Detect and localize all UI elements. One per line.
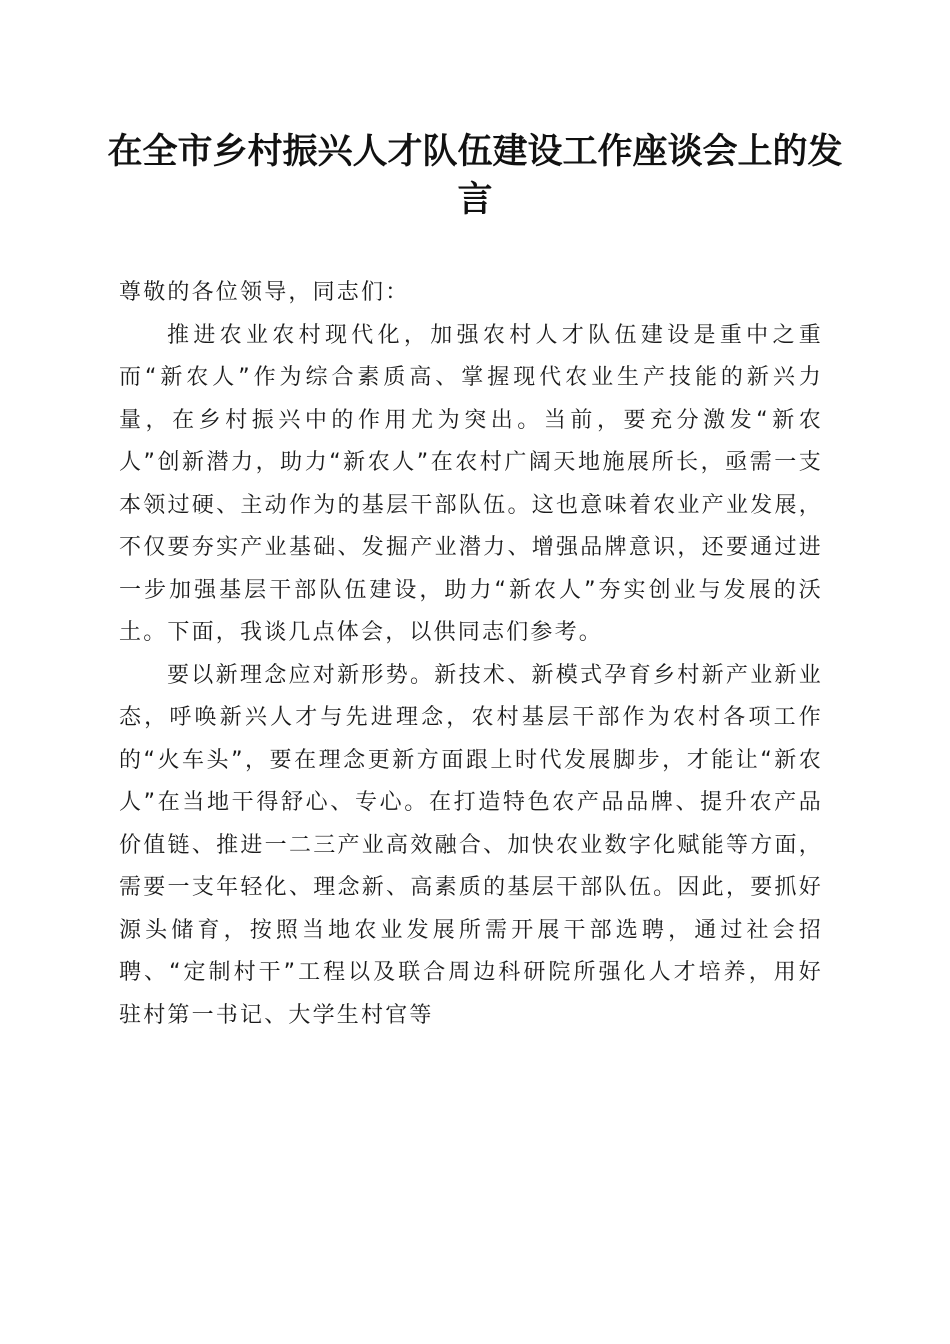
document-title: 在全市乡村振兴人才队伍建设工作座谈会上的发言 [107, 131, 843, 220]
document-body [119, 272, 823, 1037]
paragraph-2: 要以新理念应对新形势。新技术、新模式孕育乡村新产业新业态，呼唤新兴人才与先进理念，农村基层干部作为农村各项工作的“火车头”，要在理念更新方面跟上时代发展脚步，才能让“新农人”在当地干得舒心、专心。在打造特色农产品品牌、提升农产品价值链、推进一二三产业高效融合、加快农业数字化赋能等方面，需要一支年轻化、理念新、高素质的基层干部队伍。因此，要抓好源头储育，按照当地农业发展所需开展干部选聘，通过社会招聘、“定制村干”工程以及联合周边科研院所强化人才培养，用好驻村第一书记、大学生村官等 [119, 662, 823, 1028]
salutation: 尊敬的各位领导，同志们： [119, 280, 410, 305]
paragraph-1: 推进农业农村现代化，加强农村人才队伍建设是重中之重而“新农人”作为综合素质高、掌握现代农业生产技能的新兴力量，在乡村振兴中的作用尤为突出。当前，要充分激发“新农人”创新潜力，助力“新农人”在农村广阔天地施展所长，亟需一支本领过硬、主动作为的基层干部队伍。这也意味着农业产业发展，不仅要夯实产业基础、发掘产业潜力、增强品牌意识，还要通过进一步加强基层干部队伍建设，助力“新农人”夯实创业与发展的沃土。下面，我谈几点体会，以供同志们参考。 [119, 322, 823, 645]
